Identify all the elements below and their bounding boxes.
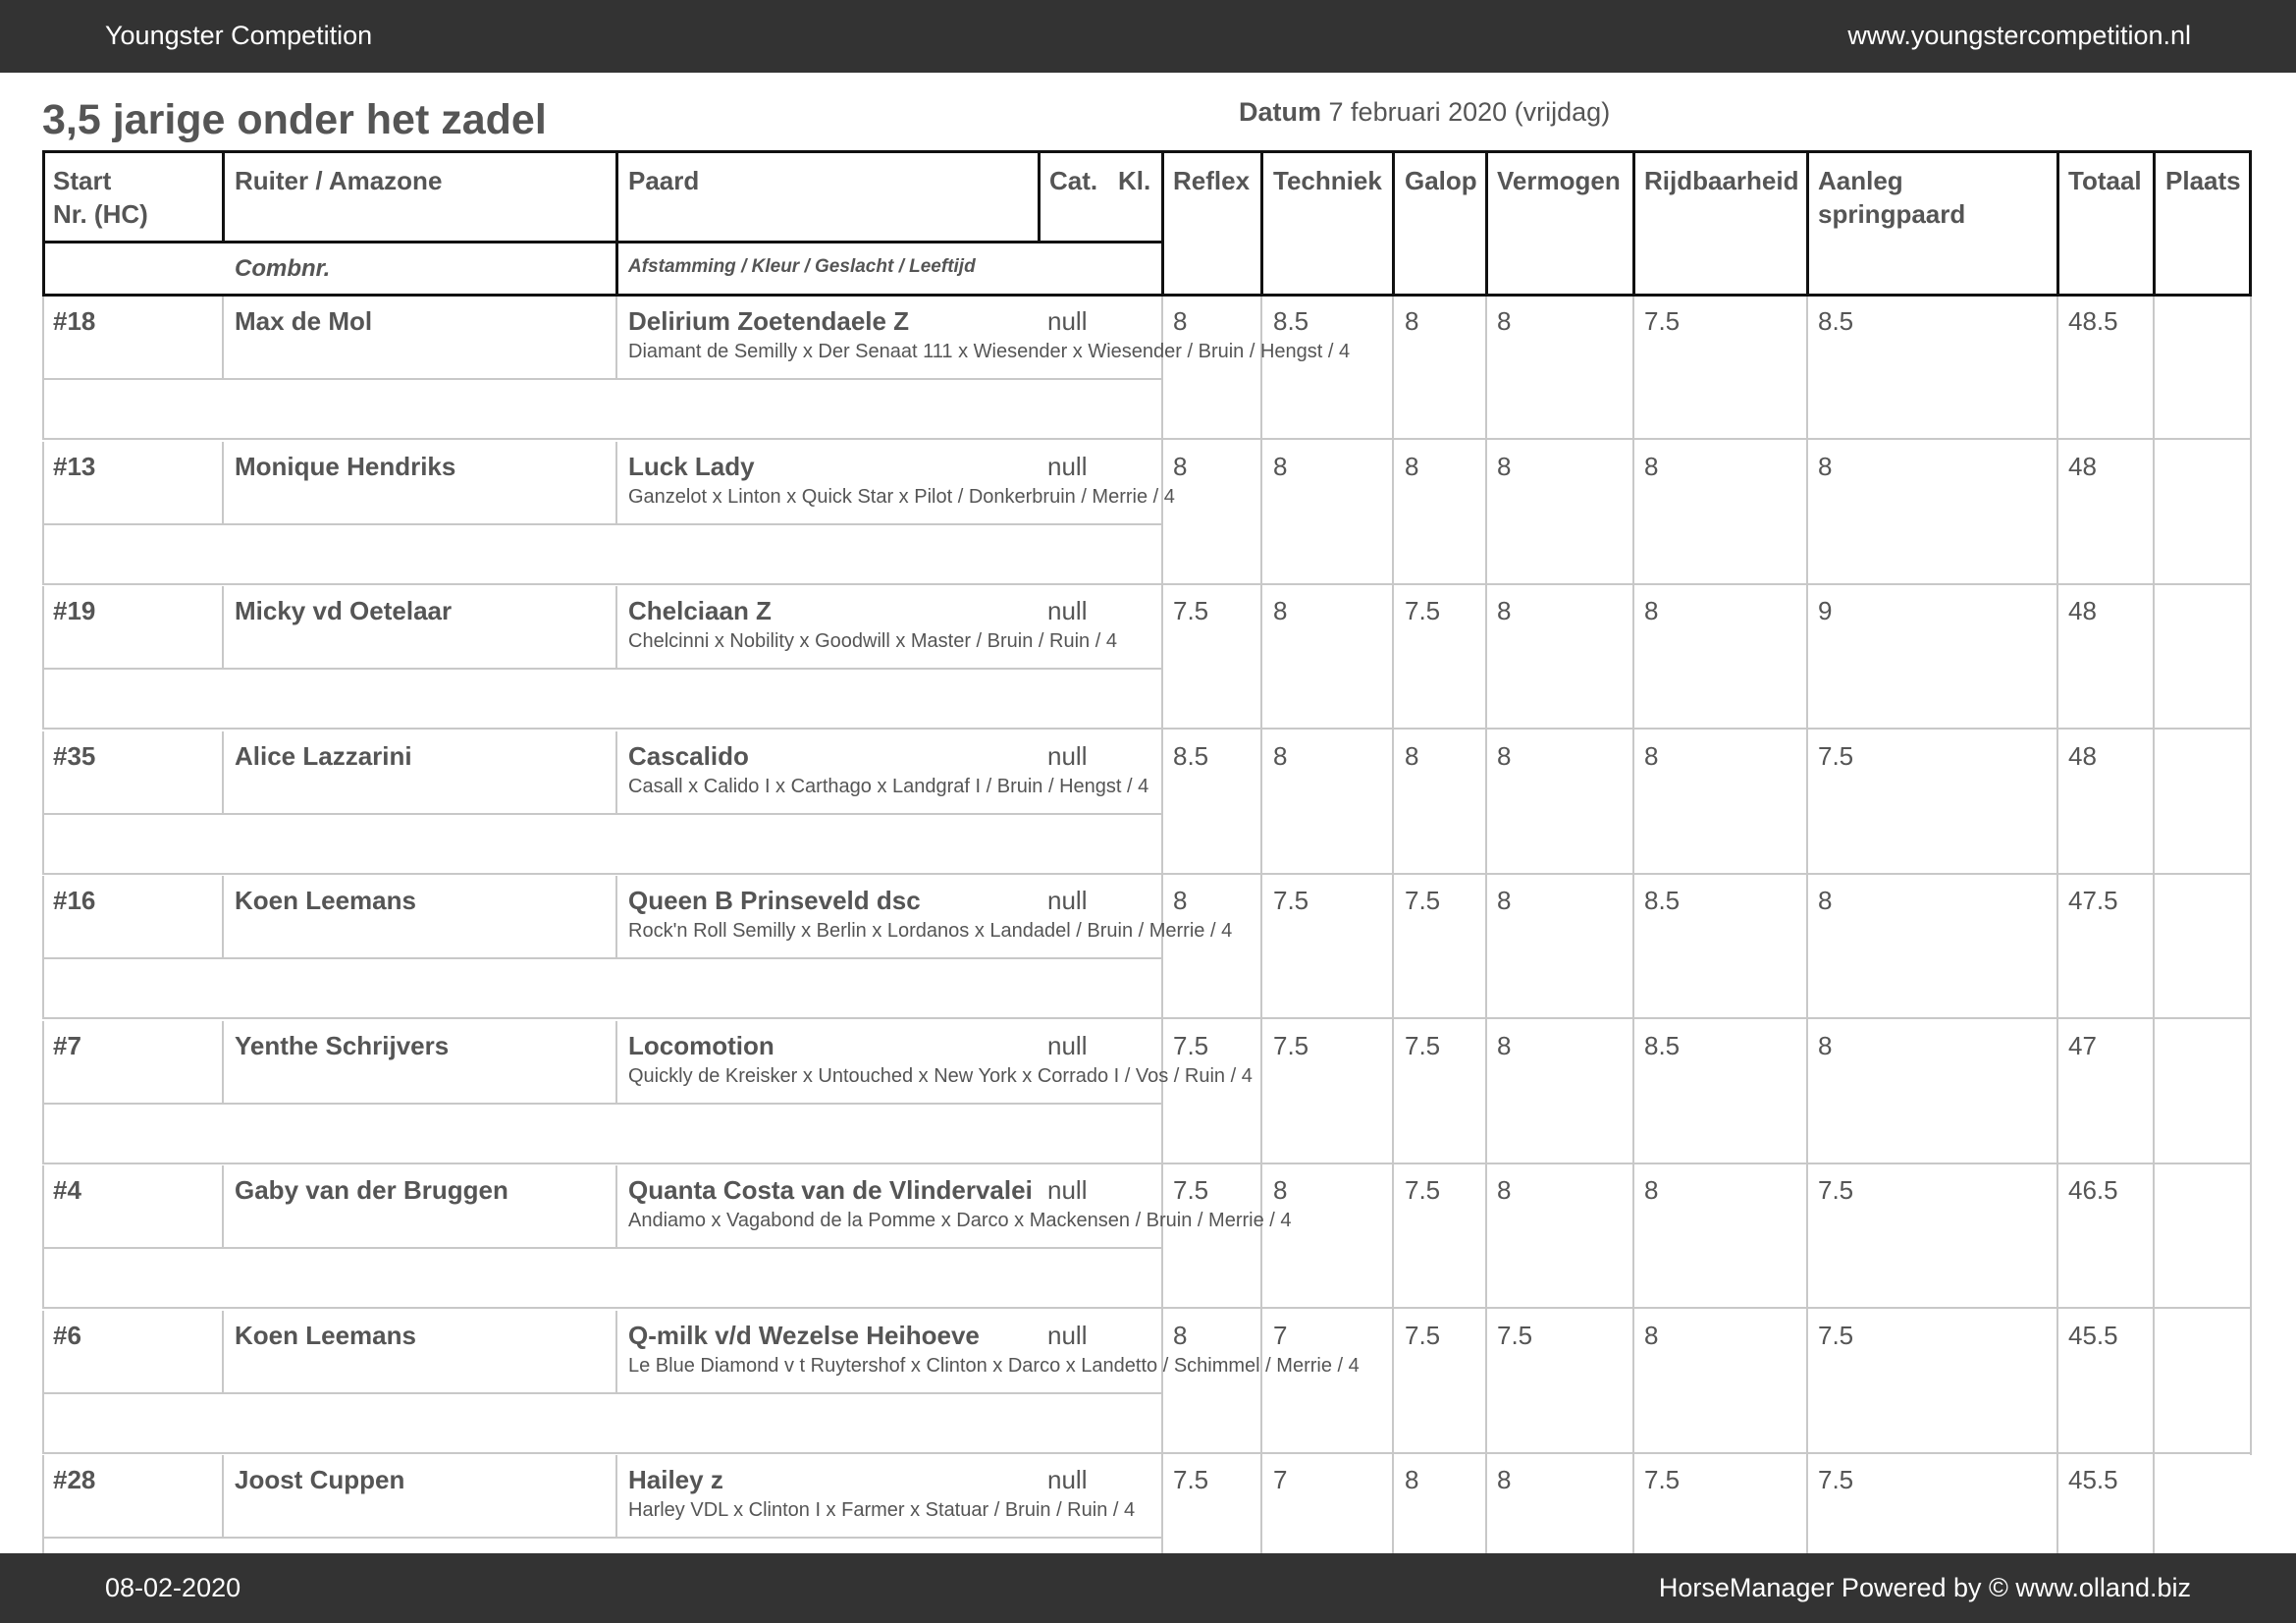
score-galop: 7.5: [1405, 1175, 1441, 1205]
horse-name: Quanta Costa van de Vlindervalei: [628, 1175, 1033, 1205]
row-border: [42, 442, 44, 585]
col-vermogen: Vermogen: [1497, 166, 1621, 195]
score-techniek: 7.5: [1273, 1030, 1309, 1060]
rider-name: Koen Leemans: [235, 886, 416, 915]
col-plaats: Plaats: [2165, 166, 2241, 195]
score-totaal: 48: [2068, 451, 2097, 481]
col-horse: Paard: [628, 166, 700, 195]
score-vermogen: 8: [1497, 886, 1512, 915]
category: null: [1047, 1465, 1088, 1494]
rider-name: Micky vd Oetelaar: [235, 596, 453, 625]
score-galop: 7.5: [1405, 1320, 1441, 1350]
pedigree: Ganzelot x Linton x Quick Star x Pilot / Donkerbruin / Merrie / 4: [628, 485, 1175, 508]
score-reflex: 7.5: [1173, 1175, 1209, 1205]
pedigree: Harley VDL x Clinton I x Farmer x Statuar / Bruin / Ruin / 4: [628, 1499, 1136, 1521]
start-number: #18: [53, 306, 96, 336]
category: null: [1047, 596, 1088, 625]
horse-name: Queen B Prinseveld dsc: [628, 886, 921, 915]
row-border: [615, 297, 617, 380]
header-title: Youngster Competition: [105, 21, 373, 50]
start-number: #28: [53, 1465, 96, 1494]
row-divider: [42, 668, 1163, 670]
header-bar: [0, 0, 2296, 73]
category: null: [1047, 1175, 1088, 1205]
page-title: 3,5 jarige onder het zadel: [42, 96, 547, 143]
score-aanleg: 8: [1818, 886, 1833, 915]
score-vermogen: 8: [1497, 596, 1512, 625]
row-border: [222, 1311, 224, 1394]
col-rider: Ruiter / Amazone: [235, 166, 443, 195]
start-number: #7: [53, 1030, 81, 1060]
score-reflex: 8: [1173, 1320, 1188, 1350]
header-website: www.youngstercompetition.nl: [1847, 21, 2191, 50]
score-totaal: 47.5: [2068, 886, 2118, 915]
row-border: [615, 586, 617, 670]
col-kl: Kl.: [1118, 166, 1151, 195]
score-galop: 7.5: [1405, 886, 1441, 915]
score-vermogen: 8: [1497, 740, 1512, 771]
score-aanleg: 8: [1818, 1030, 1833, 1060]
score-aanleg: 7.5: [1818, 1175, 1854, 1205]
row-border: [615, 876, 617, 959]
score-rijdbaarheid: 7.5: [1644, 1465, 1681, 1494]
horse-name: Q-milk v/d Wezelse Heihoeve: [628, 1320, 980, 1350]
score-techniek: 7: [1273, 1465, 1288, 1494]
score-galop: 8: [1405, 451, 1419, 481]
col-galop: Galop: [1405, 166, 1477, 195]
row-divider: [42, 813, 1163, 815]
pedigree: Diamant de Semilly x Der Senaat 111 x Wiesender x Wiesender / Bruin / Hengst / 4: [628, 341, 1351, 362]
category: null: [1047, 740, 1088, 771]
rider-name: Koen Leemans: [235, 1320, 416, 1350]
score-aanleg: 8.5: [1818, 306, 1854, 336]
row-border: [615, 1021, 617, 1105]
row-border: [222, 1455, 224, 1539]
score-reflex: 8: [1173, 306, 1188, 336]
row-border: [615, 1165, 617, 1249]
score-reflex: 7.5: [1173, 1465, 1209, 1494]
col-rijdbaarheid: Rijdbaarheid: [1644, 166, 1799, 195]
row-border: [42, 1021, 44, 1164]
row-divider: [42, 1307, 2252, 1309]
row-divider: [42, 378, 1163, 380]
row-divider: [42, 583, 2252, 585]
col-cat: Cat.: [1049, 166, 1098, 195]
score-aanleg: 9: [1818, 596, 1833, 625]
row-divider: [42, 873, 2252, 875]
row-border: [222, 731, 224, 815]
start-number: #35: [53, 740, 96, 771]
score-reflex: 7.5: [1173, 1030, 1209, 1060]
score-techniek: 8: [1273, 740, 1288, 771]
row-border: [615, 731, 617, 815]
row-border: [222, 297, 224, 380]
score-vermogen: 7.5: [1497, 1320, 1533, 1350]
score-totaal: 48: [2068, 596, 2097, 625]
score-rijdbaarheid: 8.5: [1644, 886, 1681, 915]
rider-name: Gaby van der Bruggen: [235, 1175, 508, 1205]
start-number: #19: [53, 596, 96, 625]
rider-name: Max de Mol: [235, 306, 373, 336]
pedigree: Le Blue Diamond v t Ruytershof x Clinton x Darco x Landetto / Schimmel / Merrie / 4: [628, 1354, 1360, 1377]
score-techniek: 8: [1273, 596, 1288, 625]
score-totaal: 47: [2068, 1030, 2097, 1060]
rider-name: Monique Hendriks: [235, 451, 456, 481]
score-techniek: 8.5: [1273, 306, 1309, 336]
row-divider: [42, 728, 2252, 730]
row-border: [42, 876, 44, 1019]
row-border: [615, 1311, 617, 1394]
score-aanleg: 8: [1818, 451, 1833, 481]
footer-date: 08-02-2020: [105, 1573, 241, 1602]
score-vermogen: 8: [1497, 1465, 1512, 1494]
start-number: #6: [53, 1320, 81, 1350]
start-number: #16: [53, 886, 96, 915]
score-techniek: 7.5: [1273, 886, 1309, 915]
row-border: [42, 731, 44, 875]
score-reflex: 7.5: [1173, 596, 1209, 625]
horse-name: Hailey z: [628, 1465, 723, 1494]
row-border: [222, 442, 224, 525]
score-rijdbaarheid: 7.5: [1644, 306, 1681, 336]
score-totaal: 46.5: [2068, 1175, 2118, 1205]
category: null: [1047, 306, 1088, 336]
horse-name: Luck Lady: [628, 451, 755, 481]
row-border: [222, 876, 224, 959]
horse-name: Locomotion: [628, 1030, 774, 1060]
score-rijdbaarheid: 8: [1644, 740, 1659, 771]
score-rijdbaarheid: 8: [1644, 451, 1659, 481]
row-divider: [42, 1452, 2252, 1454]
row-border: [42, 586, 44, 730]
pedigree: Andiamo x Vagabond de la Pomme x Darco x Mackensen / Bruin / Merrie / 4: [628, 1210, 1292, 1231]
row-border: [222, 1021, 224, 1105]
category: null: [1047, 451, 1088, 481]
footer-credit: HorseManager Powered by © www.olland.biz: [1658, 1573, 2191, 1602]
row-border: [222, 586, 224, 670]
score-totaal: 48: [2068, 740, 2097, 771]
score-reflex: 8.5: [1173, 740, 1209, 771]
score-rijdbaarheid: 8: [1644, 1175, 1659, 1205]
start-number: #4: [53, 1175, 81, 1205]
row-border: [42, 1165, 44, 1309]
col-reflex: Reflex: [1173, 166, 1251, 195]
row-divider: [42, 1392, 1163, 1394]
pedigree: Casall x Calido I x Carthago x Landgraf I / Bruin / Hengst / 4: [628, 775, 1149, 797]
col-totaal: Totaal: [2068, 166, 2142, 195]
row-divider: [42, 1163, 2252, 1164]
row-border: [222, 1165, 224, 1249]
date-line: [1239, 97, 1610, 128]
start-number: #13: [53, 451, 96, 481]
row-divider: [42, 1537, 1163, 1539]
score-vermogen: 8: [1497, 1175, 1512, 1205]
row-border: [42, 297, 44, 440]
score-aanleg: 7.5: [1818, 740, 1854, 771]
score-vermogen: 8: [1497, 1030, 1512, 1060]
pedigree: Quickly de Kreisker x Untouched x New York x Corrado I / Vos / Ruin / 4: [628, 1064, 1253, 1087]
row-divider: [42, 523, 1163, 525]
rider-name: Yenthe Schrijvers: [235, 1030, 450, 1060]
score-galop: 8: [1405, 306, 1419, 336]
rider-name: Alice Lazzarini: [235, 740, 412, 771]
score-galop: 8: [1405, 1465, 1419, 1494]
rider-name: Joost Cuppen: [235, 1465, 405, 1494]
row-divider: [42, 957, 1163, 959]
category: null: [1047, 1030, 1088, 1060]
col-combnr: Combnr.: [235, 255, 331, 282]
row-divider: [42, 438, 2252, 440]
score-reflex: 8: [1173, 886, 1188, 915]
score-techniek: 7: [1273, 1320, 1288, 1350]
score-rijdbaarheid: 8.5: [1644, 1030, 1681, 1060]
category: null: [1047, 886, 1088, 915]
col-pedigree: Afstamming / Kleur / Geslacht / Leeftijd: [628, 256, 976, 277]
row-border: [615, 442, 617, 525]
col-start: Start Nr. (HC): [53, 166, 148, 229]
score-totaal: 48.5: [2068, 306, 2118, 336]
score-aanleg: 7.5: [1818, 1320, 1854, 1350]
score-galop: 8: [1405, 740, 1419, 771]
horse-name: Delirium Zoetendaele Z: [628, 306, 910, 336]
row-divider: [42, 1017, 2252, 1019]
pedigree: Chelcinni x Nobility x Goodwill x Master / Bruin / Ruin / 4: [628, 630, 1117, 652]
score-rijdbaarheid: 8: [1644, 596, 1659, 625]
date-value: 7 februari 2020 (vrijdag): [1328, 97, 1611, 127]
score-totaal: 45.5: [2068, 1320, 2118, 1350]
score-aanleg: 7.5: [1818, 1465, 1854, 1494]
score-reflex: 8: [1173, 451, 1188, 481]
col-aanleg: Aanleg springpaard: [1818, 166, 1966, 229]
pedigree: Rock'n Roll Semilly x Berlin x Lordanos x Landadel / Bruin / Merrie / 4: [628, 920, 1233, 942]
score-rijdbaarheid: 8: [1644, 1320, 1659, 1350]
category: null: [1047, 1320, 1088, 1350]
score-vermogen: 8: [1497, 306, 1512, 336]
score-galop: 7.5: [1405, 596, 1441, 625]
row-border: [42, 1311, 44, 1454]
row-divider: [42, 1103, 1163, 1105]
score-totaal: 45.5: [2068, 1465, 2118, 1494]
footer-bar: [0, 1553, 2296, 1623]
col-techniek: Techniek: [1273, 166, 1382, 195]
score-techniek: 8: [1273, 451, 1288, 481]
date-label: Datum: [1239, 97, 1322, 127]
score-vermogen: 8: [1497, 451, 1512, 481]
horse-name: Chelciaan Z: [628, 596, 772, 625]
horse-name: Cascalido: [628, 740, 749, 771]
score-techniek: 8: [1273, 1175, 1288, 1205]
score-galop: 7.5: [1405, 1030, 1441, 1060]
row-border: [615, 1455, 617, 1539]
row-divider: [42, 1247, 1163, 1249]
